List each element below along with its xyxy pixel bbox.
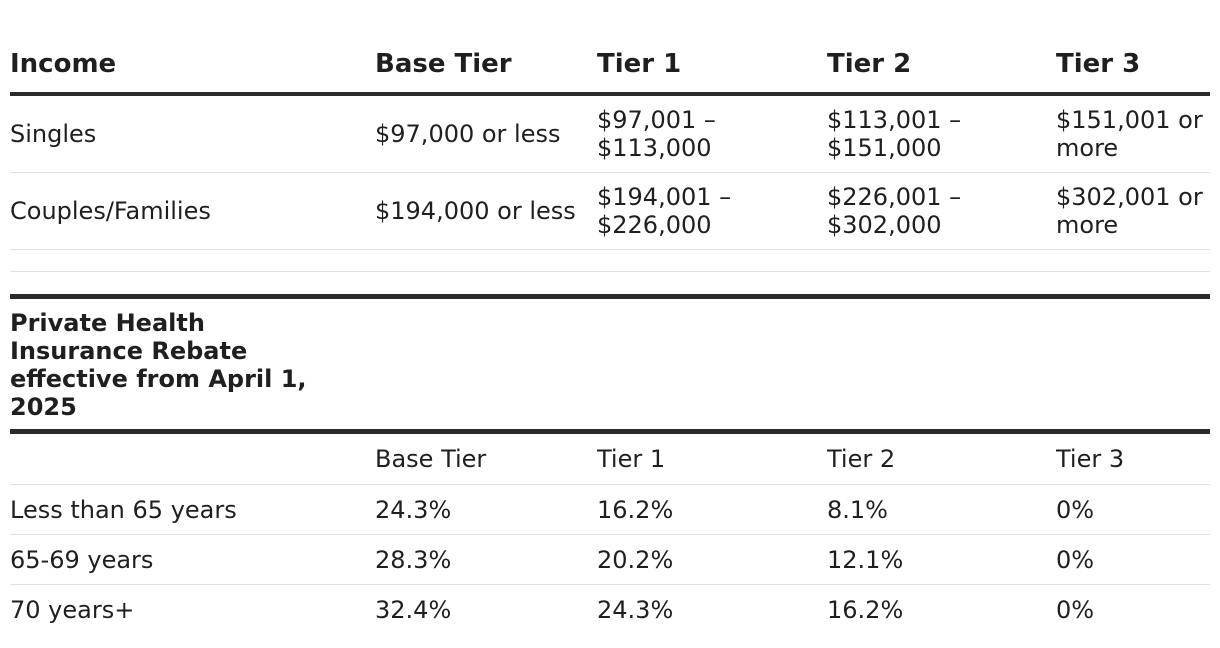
header-tier-2: Tier 2: [827, 432, 1056, 485]
header-tier-1: Tier 1: [597, 432, 827, 485]
table-cell: 8.1%: [827, 485, 1056, 535]
table-row: [10, 485, 1210, 535]
table-cell: 24.3%: [375, 485, 597, 535]
table-row: [10, 585, 1210, 635]
header-tier-1: Tier 1: [597, 36, 827, 94]
table-cell: 32.4%: [375, 595, 452, 624]
empty-row: [10, 250, 1210, 272]
income-thresholds-table: [10, 36, 1210, 272]
row-label: Less than 65 years: [10, 485, 375, 535]
table-row: [10, 173, 1210, 250]
table-row: [10, 535, 1210, 585]
rebate-caption: Private Health Insurance Rebate effective from April 1, 2025: [10, 297, 375, 432]
rebate-table: [10, 294, 1210, 634]
table-cell: 0%: [1056, 485, 1210, 535]
table-cell: 24.3%: [597, 595, 674, 624]
row-label: Singles: [10, 94, 375, 173]
table-cell: $113,001 – $151,000: [827, 94, 1056, 173]
table-cell: 20.2%: [597, 535, 827, 585]
table-cell: 16.2%: [827, 595, 904, 624]
row-label: Couples/Families: [10, 173, 375, 250]
table-cell: 28.3%: [375, 535, 597, 585]
header-tier-3: Tier 3: [1056, 432, 1210, 485]
table-cell: $194,000 or less: [375, 173, 597, 250]
header-base-tier: Base Tier: [375, 432, 597, 485]
table-cell: 12.1%: [827, 535, 1056, 585]
header-empty: [10, 432, 375, 485]
rebate-header-row: [10, 432, 1210, 485]
rebate-caption-row: [10, 297, 1210, 432]
income-header-row: [10, 36, 1210, 94]
row-label: 70 years+: [10, 595, 135, 624]
table-cell: 16.2%: [597, 485, 827, 535]
row-label: 65-69 years: [10, 535, 375, 585]
table-cell: 0%: [1056, 535, 1210, 585]
table-cell: $97,000 or less: [375, 94, 597, 173]
table-cell: $226,001 – $302,000: [827, 173, 1056, 250]
header-tier-2: Tier 2: [827, 36, 1056, 94]
header-income: Income: [10, 36, 375, 94]
header-base-tier: Base Tier: [375, 36, 597, 94]
table-cell: $194,001 – $226,000: [597, 173, 827, 250]
header-tier-3: Tier 3: [1056, 36, 1210, 94]
table-cell: $302,001 or more: [1056, 173, 1210, 250]
table-cell: $97,001 – $113,000: [597, 94, 827, 173]
table-cell: $151,001 or more: [1056, 94, 1210, 173]
table-cell: 0%: [1056, 595, 1095, 624]
table-row: [10, 94, 1210, 173]
